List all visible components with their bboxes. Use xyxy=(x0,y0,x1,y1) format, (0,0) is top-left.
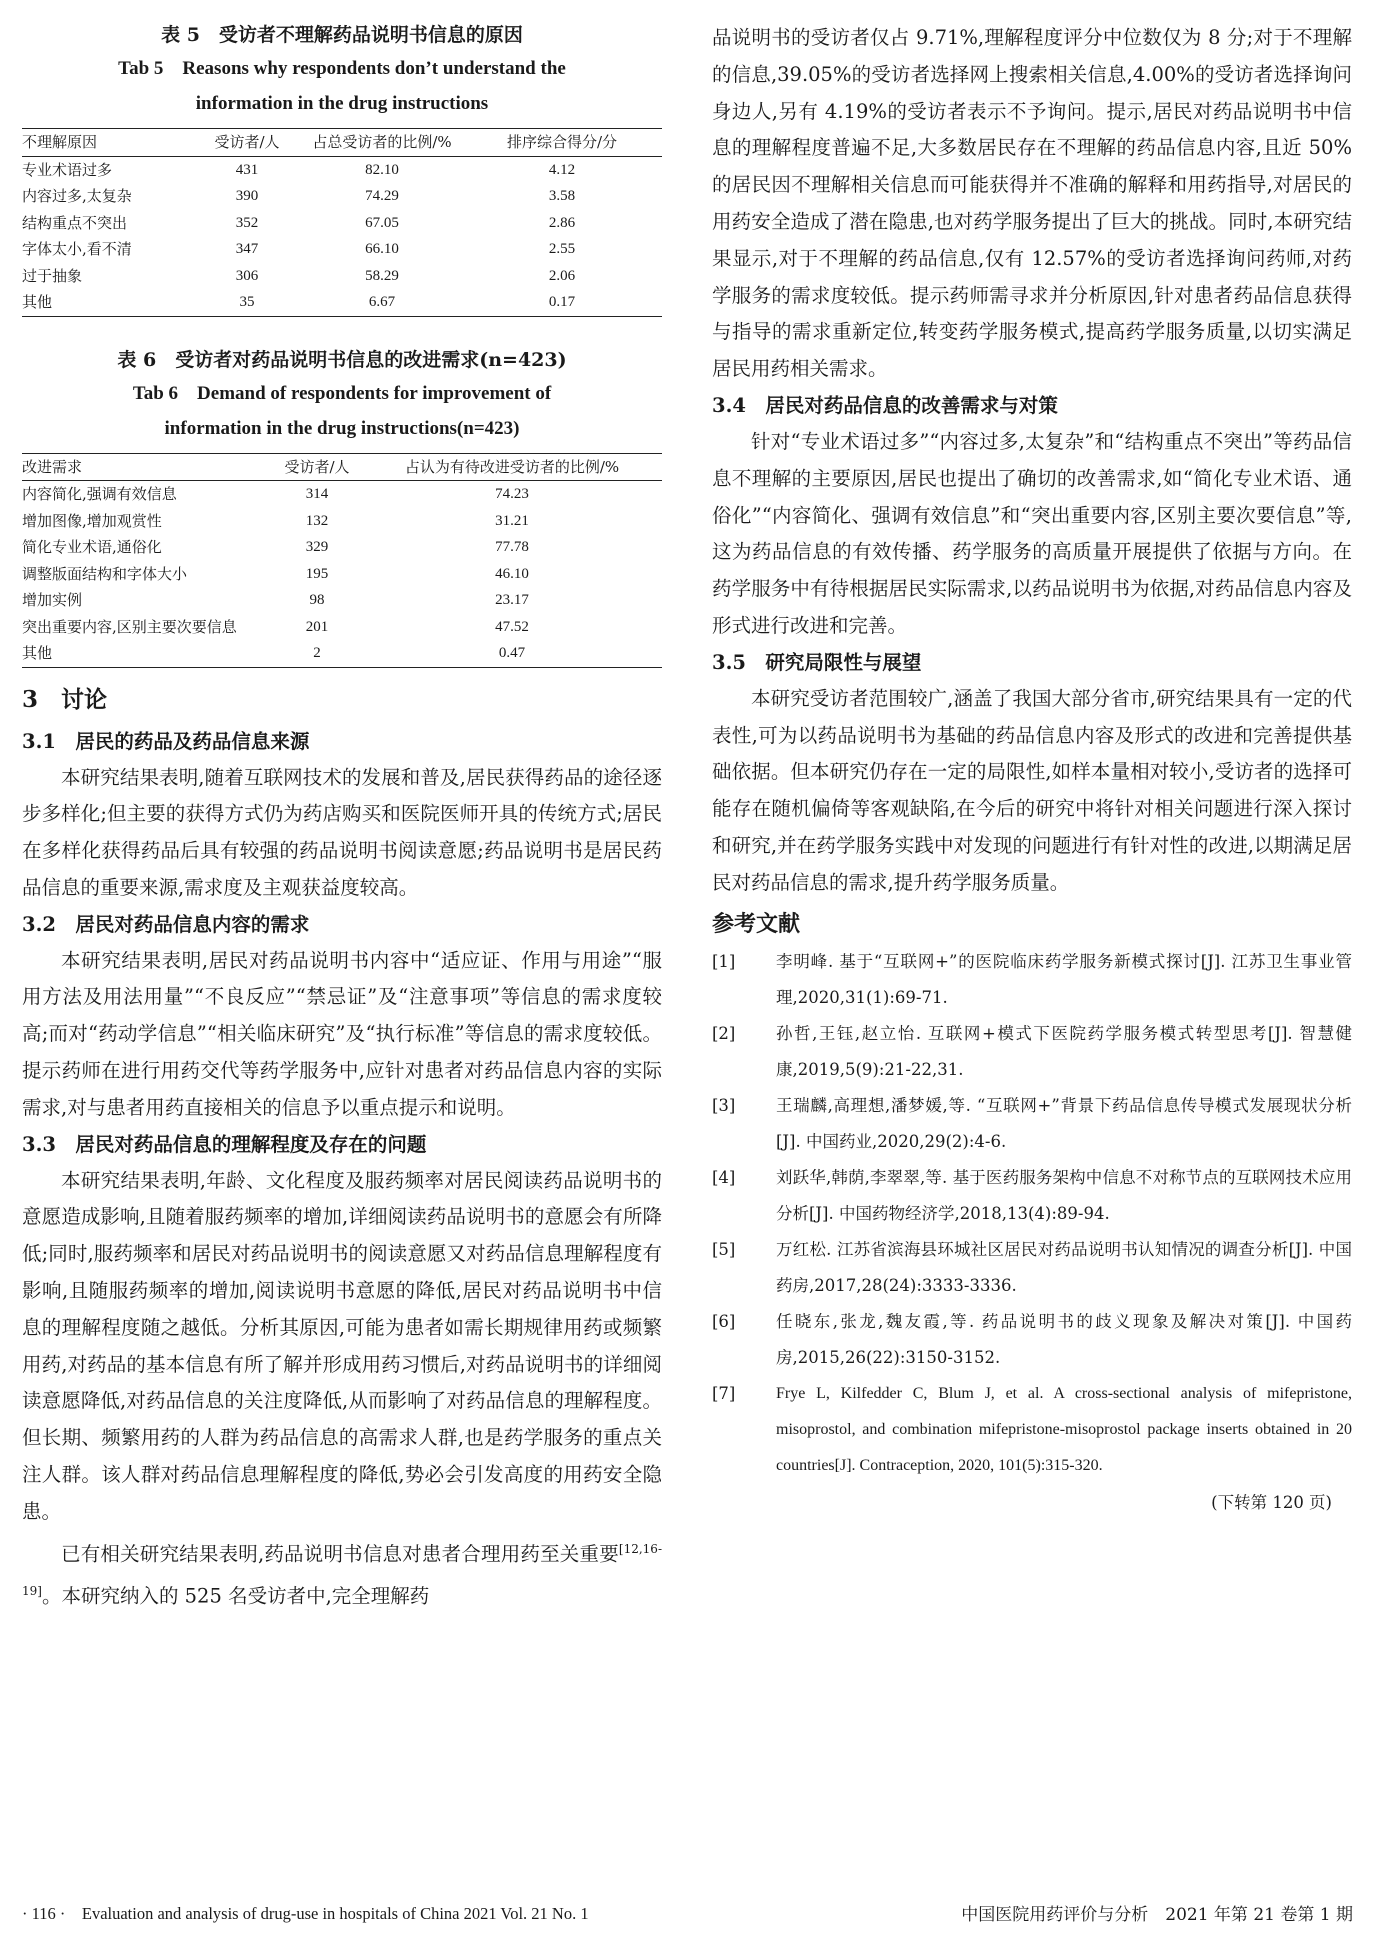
section-3-1-heading: 3.1 居民的药品及药品信息来源 xyxy=(22,729,310,753)
table5-caption-cn: 表 5 受访者不理解药品说明书信息的原因 xyxy=(161,24,523,46)
reference-number: [7] xyxy=(712,1383,736,1403)
table-cell: 3.58 xyxy=(548,188,576,204)
continued-note: (下转第 120 页) xyxy=(1211,1492,1332,1512)
reference-item xyxy=(712,1232,1352,1304)
table-cell: 4.12 xyxy=(548,161,576,178)
reference-number: [2] xyxy=(712,1023,736,1043)
table-cell: 突出重要内容,区别主要次要信息 xyxy=(22,617,237,636)
table-cell: 46.10 xyxy=(495,565,529,582)
table-cell: 31.21 xyxy=(495,512,529,529)
table-cell: 0.47 xyxy=(498,645,526,661)
table-cell: 74.23 xyxy=(495,486,529,502)
reference-number: [5] xyxy=(712,1239,736,1259)
reference-item xyxy=(712,1304,1352,1376)
table6-caption-en-line2: information in the drug instructions(n=423) xyxy=(164,417,520,439)
table-cell: 47.52 xyxy=(495,618,529,635)
table-cell: 347 xyxy=(235,241,259,257)
table6-header: 占认为有待改进受访者的比例/% xyxy=(404,457,620,476)
table5-header: 受访者/人 xyxy=(214,133,280,151)
table6-caption-cn: 表 6 受访者对药品说明书信息的改进需求(n=423) xyxy=(117,348,567,371)
table-row xyxy=(22,614,662,641)
section-3-3-paragraph-1: 本研究结果表明,年龄、文化程度及服药频率对居民阅读药品说明书的意愿造成影响,且随着服药频率的增加,详细阅读药品说明书的意愿会有所降低;同时,服药频率和居民对药品说明书的阅读意愿又对药品信息理解程度有影响,且随服药频率的增加,阅读说明书意愿的降低,居民对药品说明书中信息的理解程度随之越低。分析其原因,可能为患者如需长期规律用药或频繁用药,对药品的基本信息有所了解并形成用药习惯后,对药品说明书的详细阅读意愿降低,对药品信息的关注度降低,从而影响了对药品信息的理解程度。但长期、频繁用药的人群为药品信息的高需求人群,也是药学服务的重点关注人群。该人群对药品信息理解程度的降低,势必会引发高度的用药安全隐患。 xyxy=(22,1168,662,1523)
table-cell: 6.67 xyxy=(368,294,396,310)
table5-caption-en-line1: Tab 5 Reasons why respondents don’t understand the xyxy=(118,58,566,79)
table5-header-row xyxy=(22,129,662,157)
section-3-1-paragraph: 本研究结果表明,随着互联网技术的发展和普及,居民获得药品的途径逐步多样化;但主要的获得方式仍为药店购买和医院医师开具的传统方式;居民在多样化获得药品后具有较强的药品说明书阅读意愿;药品说明书是居民药品信息的重要来源,需求度及主观获益度较高。 xyxy=(22,765,662,899)
reference-item xyxy=(712,1016,1352,1088)
section-3-5-heading: 3.5 研究局限性与展望 xyxy=(712,650,922,674)
reference-text: 王瑞麟,高理想,潘梦媛,等. “互联网+”背景下药品信息传导模式发展现状分析[J]. 中国药业,2020,29(2):4-6. xyxy=(776,1095,1352,1151)
table-cell: 98 xyxy=(309,592,325,608)
table5-caption-en-line2: information in the drug instructions xyxy=(195,93,489,114)
table-cell: 结构重点不突出 xyxy=(22,213,128,232)
table-cell: 352 xyxy=(235,214,259,231)
left-column xyxy=(22,20,662,1615)
reference-text: 任晓东,张龙,魏友霞,等. 药品说明书的歧义现象及解决对策[J]. 中国药房,2015,26(22):3150-3152. xyxy=(776,1311,1352,1367)
citation: [12,16-19] xyxy=(22,1541,662,1598)
table-row xyxy=(22,156,662,183)
table-row xyxy=(22,587,662,614)
section-3-2-paragraph: 本研究结果表明,居民对药品说明书内容中“适应证、作用与用途”“服用方法及用法用量”“不良反应”“禁忌证”及“注意事项”等信息的需求度较高;而对“药动学信息”“相关临床研究”及“执行标准”等信息的需求度较低。提示药师在进行用药交代等药学服务中,应针对患者对药品信息内容的实际需求,对与患者用药直接相关的信息予以重点提示和说明。 xyxy=(22,948,662,1119)
footer-journal-cn: 中国医院用药评价与分析 2021 年第 21 卷第 1 期 xyxy=(961,1905,1353,1925)
table-cell: 字体太小,看不清 xyxy=(22,240,132,258)
table-cell: 23.17 xyxy=(495,592,529,608)
table-row xyxy=(22,210,662,237)
table-cell: 67.05 xyxy=(365,214,399,231)
table6-header: 受访者/人 xyxy=(284,457,350,476)
table-cell: 内容简化,强调有效信息 xyxy=(22,485,177,503)
table6-header-row xyxy=(22,453,662,481)
table-cell: 简化专业术语,通俗化 xyxy=(22,538,162,556)
reference-item xyxy=(712,1376,1352,1484)
table-cell: 过于抽象 xyxy=(22,266,83,285)
table-cell: 其他 xyxy=(22,644,53,662)
table-cell: 调整版面结构和字体大小 xyxy=(22,564,188,583)
table-row xyxy=(22,508,662,535)
table-cell: 74.29 xyxy=(365,188,399,204)
table-cell: 58.29 xyxy=(365,267,399,284)
table5-header: 不理解原因 xyxy=(22,133,98,151)
table-row xyxy=(22,640,662,667)
reference-item xyxy=(712,1160,1352,1232)
table-row xyxy=(22,236,662,263)
table-cell: 内容过多,太复杂 xyxy=(22,187,132,205)
section-3-2-heading: 3.2 居民对药品信息内容的需求 xyxy=(22,912,310,936)
reference-number: [6] xyxy=(712,1311,736,1331)
table-row xyxy=(22,561,662,588)
footer-journal-en: · 116 · Evaluation and analysis of drug-use in hospitals of China 2021 Vol. 21 No. 1 xyxy=(22,1904,589,1923)
table-row xyxy=(22,289,662,316)
table-cell: 增加实例 xyxy=(22,591,83,609)
table-cell: 77.78 xyxy=(495,539,529,555)
section-3-3-paragraph-2-continued: 品说明书的受访者仅占 9.71%,理解程度评分中位数仅为 8 分;对于不理解的信息,39.05%的受访者选择网上搜索相关信息,4.00%的受访者选择询问身边人,另有 4.19%的受访者表示不予询问。提示,居民对药品说明书中信息的理解程度普遍不足,大多数居民存在不理解的药品信息内容,且近 50%的居民因不理解相关信息而可能获得并不准确的解释和用药指导,对居民的用药安全造成了潜在隐患,也对药学服务提出了巨大的挑战。同时,本研究结果显示,对于不理解的药品信息,仅有 12.57%的受访者选择询问药师,对药学服务的需求度较低。提示药师需寻求并分析原因,针对患者药品信息获得与指导的需求重新定位,转变药学服务模式,提高药学服务质量,以切实满足居民用药相关需求。 xyxy=(712,26,1352,381)
section-3-5-paragraph: 本研究受访者范围较广,涵盖了我国大部分省市,研究结果具有一定的代表性,可为以药品说明书为基础的药品信息内容及形式的改进和完善提供基础依据。但本研究仍存在一定的局限性,如样本量相对较小,受访者的选择可能存在随机偏倚等客观缺陷,在今后的研究中将针对相关问题进行深入探讨和研究,并在药学服务实践中对发现的问题进行有针对性的改进,以期满足居民对药品信息的需求,提升药学服务质量。 xyxy=(712,686,1352,894)
table-row xyxy=(22,263,662,290)
table5 xyxy=(22,128,662,317)
reference-text: 万红松. 江苏省滨海县环城社区居民对药品说明书认知情况的调查分析[J]. 中国药房,2017,28(24):3333-3336. xyxy=(776,1239,1352,1295)
discussion-heading: 3 讨论 xyxy=(22,685,108,713)
references-heading: 参考文献 xyxy=(712,910,801,937)
table6 xyxy=(22,453,662,668)
table-cell: 132 xyxy=(305,512,329,529)
table-cell: 390 xyxy=(235,188,259,204)
table-cell: 66.10 xyxy=(365,241,399,257)
reference-text: 孙哲,王钰,赵立怡. 互联网+模式下医院药学服务模式转型思考[J]. 智慧健康,2019,5(9):21-22,31. xyxy=(776,1023,1352,1079)
table-cell: 专业术语过多 xyxy=(22,160,113,179)
table-cell: 2.55 xyxy=(548,241,576,257)
table6-header: 改进需求 xyxy=(22,457,83,476)
section-3-4-heading: 3.4 居民对药品信息的改善需求与对策 xyxy=(712,393,1058,417)
reference-text: Frye L, Kilfedder C, Blum J, et al. A cross-sectional analysis of mifepristone, misoprostol, and combination mifepristone-misoprostol package inserts obtained in 20 countries[J]. Contraception, 2020, 101(5):315-320. xyxy=(776,1384,1352,1474)
reference-item xyxy=(712,1088,1352,1160)
section-3-3-paragraph-2 xyxy=(22,1531,662,1616)
table5-header: 排序综合得分/分 xyxy=(506,133,618,151)
table6-block xyxy=(22,345,662,668)
table-cell: 329 xyxy=(305,539,329,555)
paragraph-text: 。本研究纳入的 525 名受访者中,完全理解药 xyxy=(41,1584,430,1608)
table-cell: 201 xyxy=(305,618,329,635)
table-row xyxy=(22,481,662,508)
right-column xyxy=(712,20,1352,1520)
table-cell: 2.06 xyxy=(548,267,576,284)
section-3-4-paragraph: 针对“专业术语过多”“内容过多,太复杂”和“结构重点不突出”等药品信息不理解的主要原因,居民也提出了确切的改善需求,如“简化专业术语、通俗化”“内容简化、强调有效信息”和“突出重要内容,区别主要次要信息”等,这为药品信息的有效传播、药学服务的高质量开展提供了依据与方向。在药学服务中有待根据居民实际需求,以药品说明书为依据,对药品信息内容及形式进行改进和完善。 xyxy=(712,429,1352,637)
table-cell: 2 xyxy=(313,645,321,661)
table6-caption-en-line1: Tab 6 Demand of respondents for improvement of xyxy=(132,382,552,404)
section-3-3-heading: 3.3 居民对药品信息的理解程度及存在的问题 xyxy=(22,1132,427,1156)
table-cell: 82.10 xyxy=(365,161,399,178)
table-row xyxy=(22,534,662,561)
table-cell: 增加图像,增加观赏性 xyxy=(22,511,162,530)
reference-text: 李明峰. 基于“互联网+”的医院临床药学服务新模式探讨[J]. 江苏卫生事业管理,2020,31(1):69-71. xyxy=(776,951,1352,1007)
table5-header: 占总受访者的比例/% xyxy=(312,133,452,151)
reference-number: [3] xyxy=(712,1095,736,1115)
reference-item xyxy=(712,944,1352,1016)
table-cell: 0.17 xyxy=(548,294,576,310)
table-cell: 431 xyxy=(235,161,259,178)
table-row xyxy=(22,183,662,210)
table-cell: 其他 xyxy=(22,293,53,311)
table-cell: 314 xyxy=(305,486,329,502)
reference-text: 刘跃华,韩荫,李翠翠,等. 基于医药服务架构中信息不对称节点的互联网技术应用分析[J]. 中国药物经济学,2018,13(4):89-94. xyxy=(776,1167,1352,1223)
reference-number: [1] xyxy=(712,951,736,971)
table-cell: 2.86 xyxy=(548,214,576,231)
paragraph-text: 已有相关研究结果表明,药品说明书信息对患者合理用药至关重要 xyxy=(61,1542,619,1566)
reference-number: [4] xyxy=(712,1167,736,1187)
table-cell: 195 xyxy=(305,565,329,582)
table-cell: 35 xyxy=(239,294,255,310)
table-cell: 306 xyxy=(235,267,259,284)
